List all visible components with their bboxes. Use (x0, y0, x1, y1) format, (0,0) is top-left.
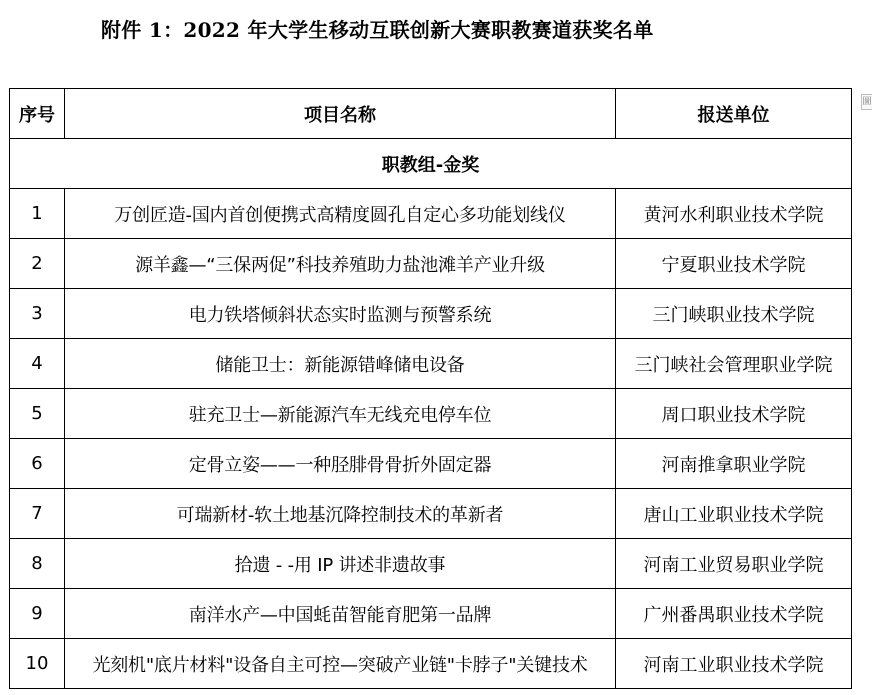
table-row (10, 289, 852, 339)
group-label: 职教组-金奖 (10, 139, 852, 189)
table-row (10, 339, 852, 389)
row-unit: 宁夏职业技术学院 (616, 239, 852, 289)
row-number: 3 (10, 289, 65, 339)
table-header-row (10, 89, 852, 139)
row-number: 6 (10, 439, 65, 489)
table-row (10, 639, 852, 689)
table-row (10, 239, 852, 289)
row-project: 南洋水产—中国蚝苗智能育肥第一品牌 (65, 589, 616, 639)
row-project: 储能卫士：新能源错峰储电设备 (65, 339, 616, 389)
table-row (10, 539, 852, 589)
row-project: 源羊鑫—“三保两促”科技养殖助力盐池滩羊产业升级 (65, 239, 616, 289)
award-list-table (9, 88, 852, 689)
row-unit: 河南推拿职业学院 (616, 439, 852, 489)
group-row (10, 139, 852, 189)
table-row (10, 439, 852, 489)
row-number: 9 (10, 589, 65, 639)
header-project-name: 项目名称 (65, 89, 616, 139)
row-project: 定骨立姿——一种胫腓骨骨折外固定器 (65, 439, 616, 489)
table-row (10, 389, 852, 439)
row-project: 拾遗 - -用 IP 讲述非遗故事 (65, 539, 616, 589)
row-unit: 黄河水利职业技术学院 (616, 189, 852, 239)
table-row (10, 189, 852, 239)
row-number: 8 (10, 539, 65, 589)
row-unit: 三门峡社会管理职业学院 (616, 339, 852, 389)
row-number: 7 (10, 489, 65, 539)
row-unit: 周口职业技术学院 (616, 389, 852, 439)
row-number: 1 (10, 189, 65, 239)
row-unit: 河南工业职业技术学院 (616, 639, 852, 689)
table-row (10, 589, 852, 639)
header-submitting-unit: 报送单位 (616, 89, 852, 139)
document-title: 附件 1：2022 年大学生移动互联创新大赛职教赛道获奖名单 (101, 18, 654, 42)
row-project: 驻充卫士—新能源汽车无线充电停车位 (65, 389, 616, 439)
row-unit: 广州番禺职业技术学院 (616, 589, 852, 639)
row-number: 4 (10, 339, 65, 389)
row-project: 电力铁塔倾斜状态实时监测与预警系统 (65, 289, 616, 339)
row-unit: 三门峡职业技术学院 (616, 289, 852, 339)
table-row (10, 489, 852, 539)
row-number: 10 (10, 639, 65, 689)
row-unit: 唐山工业职业技术学院 (616, 489, 852, 539)
header-serial-number: 序号 (10, 89, 65, 139)
row-number: 2 (10, 239, 65, 289)
row-unit: 河南工业贸易职业学院 (616, 539, 852, 589)
row-project: 可瑞新材-软土地基沉降控制技术的革新者 (65, 489, 616, 539)
row-project: 万创匠造-国内首创便携式高精度圆孔自定心多功能划线仪 (65, 189, 616, 239)
row-number: 5 (10, 389, 65, 439)
row-project: 光刻机"底片材料"设备自主可控—突破产业链"卡脖子"关键技术 (65, 639, 616, 689)
side-tab-icon[interactable]: 圖 (861, 94, 872, 110)
